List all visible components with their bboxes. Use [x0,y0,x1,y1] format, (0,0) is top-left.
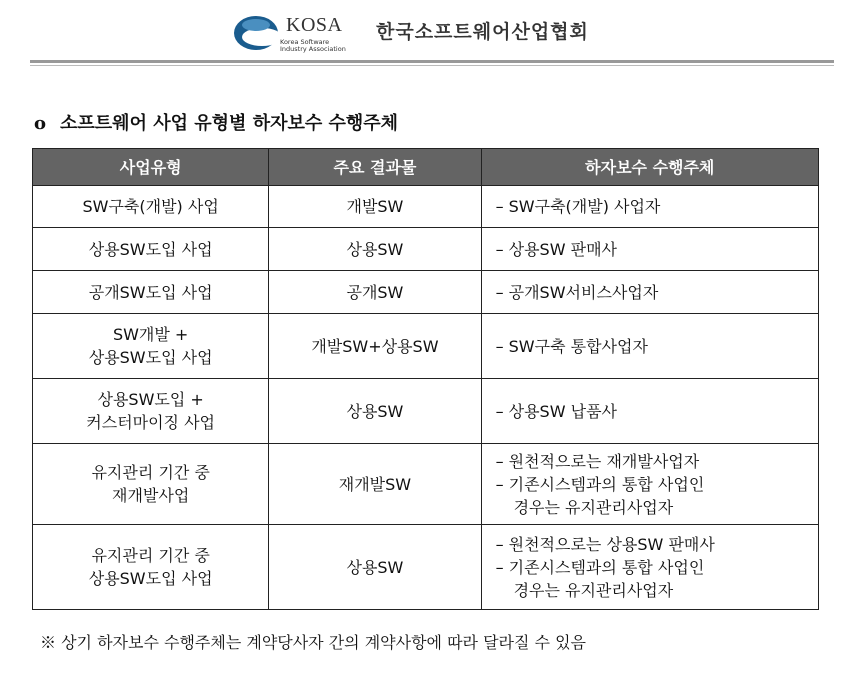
cell-output: 재개발SW [269,444,481,525]
cell-responsible: – SW구축(개발) 사업자 [481,186,818,228]
table-row [33,379,819,444]
cell-output: 개발SW [269,186,481,228]
cell-business-type: 유지관리 기간 중 상용SW도입 사업 [33,525,269,610]
cell-business-type: 상용SW도입 + 커스터마이징 사업 [33,379,269,444]
header-divider-thin [30,65,834,66]
header-business-type: 사업유형 [33,149,269,186]
cell-output: 상용SW [269,525,481,610]
cell-responsible: – 공개SW서비스사업자 [481,271,818,314]
logo-subtitle-1: Korea Software [280,38,330,46]
cell-output: 상용SW [269,228,481,271]
cell-responsible: – 원천적으로는 상용SW 판매사 – 기존시스템과의 통합 사업인 경우는 유지관리사업자 [481,525,818,610]
table-row [33,186,819,228]
logo-subtitle-2: Industry Association [280,45,346,53]
cell-business-type: SW구축(개발) 사업 [33,186,269,228]
cell-output: 상용SW [269,379,481,444]
header-divider [30,60,834,63]
header-responsible-party: 하자보수 수행주체 [481,149,818,186]
cell-responsible: – 상용SW 판매사 [481,228,818,271]
table-row [33,314,819,379]
document-header [0,0,846,70]
organization-name: 한국소프트웨어산업협회 [376,21,589,43]
cell-responsible: – 원천적으로는 재개발사업자 – 기존시스템과의 통합 사업인 경우는 유지관리사업자 [481,444,818,525]
section-title [34,109,398,135]
table-row [33,444,819,525]
kosa-logo [232,13,370,53]
cell-responsible: – SW구축 통합사업자 [481,314,818,379]
cell-output: 개발SW+상용SW [269,314,481,379]
logo-wordmark: KOSA [286,14,343,36]
table-header-row [33,149,819,186]
table-row [33,525,819,610]
table-row [33,271,819,314]
header-main-output: 주요 결과물 [269,149,481,186]
footnote: ※ 상기 하자보수 수행주체는 계약당사자 간의 계약사항에 따라 달라질 수 있음 [40,633,586,652]
cell-output: 공개SW [269,271,481,314]
cell-business-type: 공개SW도입 사업 [33,271,269,314]
cell-business-type: 유지관리 기간 중 재개발사업 [33,444,269,525]
section-title-text: 소프트웨어 사업 유형별 하자보수 수행주체 [60,113,399,134]
cell-business-type: SW개발 + 상용SW도입 사업 [33,314,269,379]
table-row [33,228,819,271]
cell-responsible: – 상용SW 납품사 [481,379,818,444]
bullet: o [34,113,47,134]
cell-business-type: 상용SW도입 사업 [33,228,269,271]
maintenance-table [32,148,819,610]
